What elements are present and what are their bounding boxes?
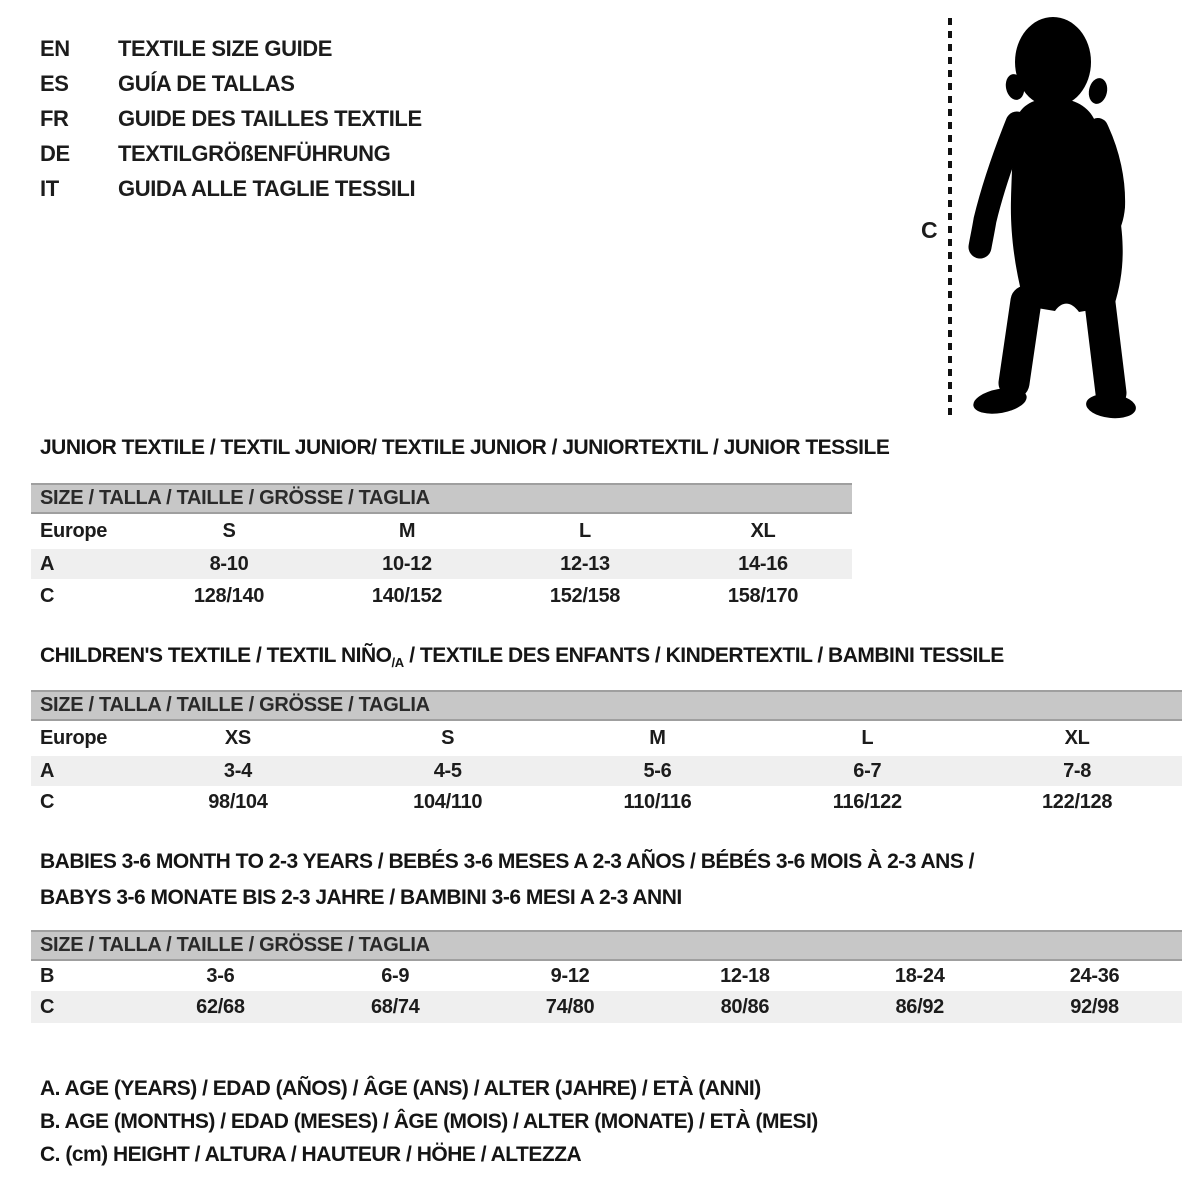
value-cell: 10-12 [382,552,432,575]
value-cell: 12-13 [560,552,610,575]
lang-title: GUIDE DES TAILLES TEXTILE [118,105,422,131]
lang-code: ES [40,70,69,96]
value-cell: 122/128 [1041,791,1113,813]
heading-subscript: /A [391,655,404,670]
lang-title: GUIDA ALLE TAGLIE TESSILI [118,175,416,201]
row-label: C [40,791,55,813]
lang-row-en [40,31,422,66]
row-label: C [40,995,55,1018]
value-cell: 8-10 [209,552,249,575]
size-header-label: SIZE / TALLA / TAILLE / GRÖSSE / TAGLIA [40,487,430,509]
value-cell: 86/92 [895,995,944,1018]
value-cell: 62/68 [196,995,245,1018]
lang-row-fr [40,101,422,136]
value-cell: 158/170 [727,584,799,607]
row-label: Europe [40,520,108,542]
size-header-bar [31,483,852,514]
heading-text: / TEXTILE DES ENFANTS / KINDERTEXTIL / BAMBINI TESSILE [403,644,1004,667]
row-label: B [40,964,55,987]
lang-row-de [40,136,422,171]
measure-label-c: C [921,217,938,243]
table-row-height [31,579,852,613]
value-cell: 18-24 [894,964,945,987]
value-cell: 110/116 [623,791,692,813]
junior-size-table [31,483,852,613]
legend-block [40,1072,818,1171]
value-cell: 3-4 [223,759,252,782]
table-row-height [31,786,1182,819]
section-heading-junior: JUNIOR TEXTILE / TEXTIL JUNIOR/ TEXTILE JUNIOR / JUNIORTEXTIL / JUNIOR TESSILE [40,436,890,459]
value-cell: 12-18 [720,964,770,987]
value-cell: 74/80 [545,995,595,1018]
size-col: M [398,520,416,542]
section-heading-babies-line1: BABIES 3-6 MONTH TO 2-3 YEARS / BEBÉS 3-6 MESES A 2-3 AÑOS / BÉBÉS 3-6 MOIS À 2-3 ANS / [40,850,975,873]
size-col: S [441,727,455,749]
value-cell: 6-9 [381,964,410,987]
value-cell: 5-6 [643,759,672,782]
lang-row-es [40,66,422,101]
value-cell: 6-7 [853,759,882,782]
size-col: M [649,727,666,749]
lang-code: IT [40,175,59,201]
value-cell: 98/104 [208,791,268,813]
table-row-age [31,549,852,579]
section-heading-babies-line2: BABYS 3-6 MONATE BIS 2-3 JAHRE / BAMBINI 3-6 MESI A 2-3 ANNI [40,886,682,909]
value-cell: 68/74 [370,995,420,1018]
size-col: XS [224,727,251,749]
babies-size-table [31,930,1182,1023]
value-cell: 9-12 [550,964,590,987]
value-cell: 80/86 [720,995,770,1018]
value-cell: 3-6 [206,964,235,987]
lang-row-it [40,171,422,206]
size-header-bar [31,930,1182,961]
value-cell: 128/140 [193,584,265,607]
value-cell: 92/98 [1070,995,1119,1018]
value-cell: 152/158 [549,584,621,607]
value-cell: 14-16 [738,552,788,575]
value-cell: 116/122 [832,791,902,813]
lang-code: EN [40,35,70,61]
children-size-table [31,690,1182,819]
value-cell: 140/152 [371,584,443,607]
row-label: C [40,584,55,607]
value-cell: 24-36 [1069,964,1120,987]
row-label: A [40,552,55,575]
toddler-silhouette-image [963,13,1139,423]
section-heading-children [40,644,1004,670]
table-row-height [31,991,1182,1023]
value-cell: 4-5 [433,759,462,782]
lang-title: TEXTILE SIZE GUIDE [118,35,333,61]
size-col: XL [1064,727,1090,749]
size-col: L [861,727,874,749]
legend-line-b: B. AGE (MONTHS) / EDAD (MESES) / ÂGE (MOIS) / ALTER (MONATE) / ETÀ (MESI) [40,1109,818,1133]
height-measure-dashed-line [948,18,952,418]
value-cell: 104/110 [413,791,483,813]
language-title-block [40,31,422,206]
size-col: XL [750,520,776,542]
size-header-label: SIZE / TALLA / TAILLE / GRÖSSE / TAGLIA [40,694,430,716]
row-label: Europe [40,727,108,749]
row-label: A [40,759,55,782]
size-header-label: SIZE / TALLA / TAILLE / GRÖSSE / TAGLIA [40,934,430,956]
heading-text: CHILDREN'S TEXTILE / TEXTIL NIÑO [40,644,392,667]
size-header-bar [31,690,1182,721]
table-row-age-months [31,961,1182,991]
legend-line-c: C. (cm) HEIGHT / ALTURA / HAUTEUR / HÖHE / ALTEZZA [40,1142,582,1166]
lang-code: FR [40,105,69,131]
legend-line-a: A. AGE (YEARS) / EDAD (AÑOS) / ÂGE (ANS) / ALTER (JAHRE) / ETÀ (ANNI) [40,1076,761,1100]
size-col: L [579,520,591,542]
size-col: S [222,520,236,542]
value-cell: 7-8 [1063,759,1092,782]
lang-title: GUÍA DE TALLAS [118,70,295,96]
size-columns-row [31,514,852,549]
table-row-age [31,756,1182,786]
lang-code: DE [40,140,70,166]
lang-title: TEXTILGRÖßENFÜHRUNG [118,140,391,166]
size-columns-row [31,721,1182,756]
